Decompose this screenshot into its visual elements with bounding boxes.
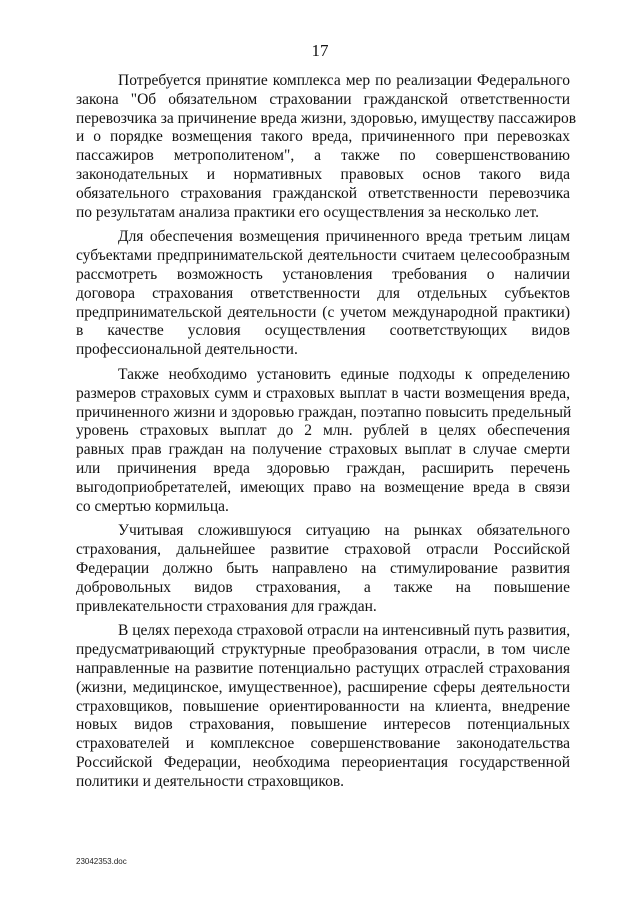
text-line: Российской Федерации, необходима переориентация государственной: [76, 753, 570, 771]
paragraph-2: [76, 228, 570, 360]
text-line: по результатам анализа практики его осуществления за несколько лет.: [76, 203, 539, 221]
text-line: Учитывая сложившуюся ситуацию на рынках обязательного: [118, 522, 570, 540]
document-file-id: 23042353.doc: [76, 857, 127, 866]
text-line: закона "Об обязательном страховании гражданской ответственности: [76, 90, 570, 108]
text-line: законодательных и нормативных правовых основ такого вида: [76, 165, 570, 183]
text-line: Также необходимо установить единые подходы к определению: [118, 365, 570, 383]
document-body: [76, 72, 577, 797]
text-line: договора страхования ответственности для отдельных субъектов: [76, 284, 570, 302]
text-line: перевозчика за причинение вреда жизни, здоровью, имуществу пассажиров: [76, 109, 577, 127]
text-line: страховщиков, повышение ориентированности на клиента, внедрение: [76, 697, 570, 715]
page-number: 17: [311, 41, 329, 60]
paragraph-3: [76, 366, 570, 516]
paragraph-4: [76, 522, 570, 616]
text-line: привлекательности страхования для граждан.: [76, 597, 377, 615]
text-line: пассажиров метрополитеном", а также по совершенствованию: [76, 147, 570, 165]
text-line: Потребуется принятие комплекса мер по реализации Федерального: [118, 72, 570, 89]
text-line: выгодоприобретателей, имеющих право на возмещение вреда в связи: [76, 478, 570, 496]
text-line: В целях перехода страховой отрасли на интенсивный путь развития,: [118, 622, 571, 640]
text-line: равных прав граждан на получение страховых выплат в случае смерти: [76, 441, 570, 459]
paragraph-5: [76, 622, 570, 791]
text-line: рассмотреть возможность установления требования о наличии: [76, 265, 570, 283]
text-line: Федерации должно быть направлено на стимулирование развития: [76, 559, 570, 577]
text-line: страхования, дальнейшее развитие страховой отрасли Российской: [76, 541, 570, 559]
text-line: Для обеспечения возмещения причиненного вреда третьим лицам: [118, 228, 570, 246]
text-line: предпринимательской деятельности (с учетом международной практики): [76, 303, 570, 321]
text-line: размеров страховых сумм и страховых выплат в части возмещения вреда,: [76, 384, 570, 402]
text-line: (жизни, медицинское, имущественное), расширение сферы деятельности: [76, 678, 570, 696]
text-line: политики и деятельности страховщиков.: [76, 772, 345, 790]
paragraph-1: [76, 72, 577, 222]
text-line: новых видов страхования, повышение интересов потенциальных: [76, 716, 570, 734]
text-line: направленные на развитие потенциально растущих отраслей страхования: [76, 659, 570, 677]
text-line: со смертью кормильца.: [76, 497, 229, 515]
text-line: причиненного жизни и здоровью граждан, поэтапно повысить предельный: [76, 403, 572, 421]
text-line: субъектами предпринимательской деятельности считаем целесообразным: [76, 247, 570, 265]
text-line: профессиональной деятельности.: [76, 341, 298, 359]
text-line: и о порядке возмещения такого вреда, причиненного при перевозках: [76, 128, 570, 146]
text-line: обязательного страхования гражданской ответственности перевозчика: [76, 184, 570, 202]
text-line: в качестве условия осуществления соответствующих видов: [76, 322, 570, 340]
text-line: уровень страховых выплат до 2 млн. рублей в целях обеспечения: [76, 422, 570, 440]
text-line: или причинения вреда здоровью граждан, расширить перечень: [76, 459, 570, 477]
text-line: предусматривающий структурные преобразования отрасли, в том числе: [76, 641, 570, 659]
text-line: страхователей и комплексное совершенствование законодательства: [76, 735, 570, 753]
text-line: добровольных видов страхования, а также на повышение: [76, 578, 570, 596]
